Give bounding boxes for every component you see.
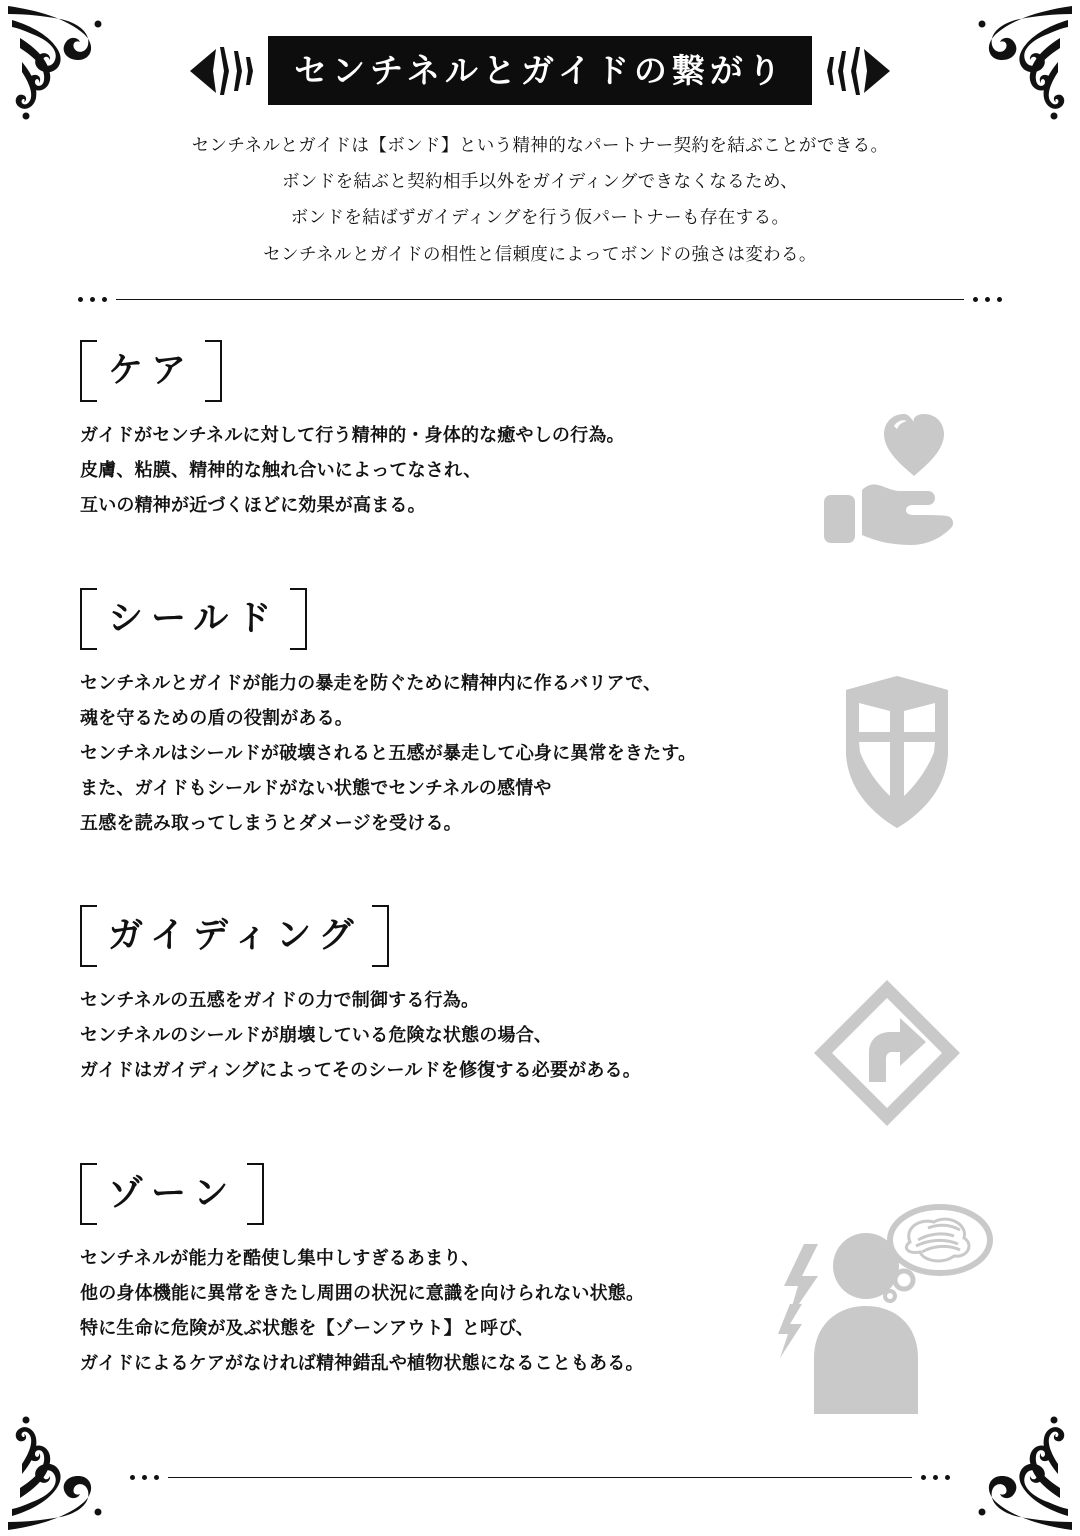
body-line: センチネルが能力を酷使し集中しすぎるあまり、 xyxy=(80,1248,480,1269)
body-line: センチネルの五感をガイドの力で制御する行為。 xyxy=(80,990,480,1011)
body-line: ガイドはガイディングによってそのシールドを修復する必要がある。 xyxy=(80,1060,641,1082)
body-line: センチネルのシールドが崩壊している危険な状態の場合、 xyxy=(80,1025,553,1047)
intro-line: センチネルとガイドの相性と信頼度によってボンドの強さは変わる。 xyxy=(263,244,817,265)
confused-person-icon xyxy=(778,1200,993,1420)
corner-ornament-bottom-right xyxy=(924,1402,1074,1532)
title-flourish-right-icon xyxy=(818,43,892,99)
body-line: 特に生命に危険が及ぶ状態を【ゾーンアウト】と呼び、 xyxy=(80,1318,534,1340)
page-title-banner xyxy=(0,36,1080,105)
corner-ornament-bottom-left xyxy=(6,1402,156,1532)
bracket-right xyxy=(205,340,222,402)
divider-top xyxy=(78,297,1002,302)
bracket-right xyxy=(247,1163,264,1225)
divider-bottom xyxy=(130,1475,950,1480)
bracket-right xyxy=(290,588,307,650)
turn-right-sign-icon xyxy=(812,978,962,1128)
section-heading-label: ゾーン xyxy=(108,1173,237,1214)
bracket-right xyxy=(372,905,389,967)
intro-line: ボンドを結ぶと契約相手以外をガイディングできなくなるため、 xyxy=(281,172,799,193)
section-heading-label: シールド xyxy=(108,598,280,639)
bracket-left xyxy=(80,588,97,650)
body-line: センチネルとガイドが能力の暴走を防ぐために精神内に作るバリアで、 xyxy=(80,673,662,694)
section-heading-zone xyxy=(80,1163,264,1225)
divider-line xyxy=(168,1477,912,1479)
body-line: ガイドによるケアがなければ精神錯乱や植物状態になることもある。 xyxy=(80,1353,644,1375)
divider-dots-left xyxy=(130,1475,159,1480)
bracket-left xyxy=(80,1163,97,1225)
section-heading-label: ケア xyxy=(108,350,195,391)
body-line: 五感を読み取ってしまうとダメージを受ける。 xyxy=(80,813,462,835)
intro-line: ボンドを結ばずガイディングを行う仮パートナーも存在する。 xyxy=(290,208,790,229)
section-heading-guiding xyxy=(80,905,389,967)
bracket-left xyxy=(80,340,97,402)
hand-holding-heart-icon xyxy=(818,408,958,553)
body-line: また、ガイドもシールドがない状態でセンチネルの感情や xyxy=(80,778,552,800)
body-line: 互いの精神が近づくほどに効果が高まる。 xyxy=(80,495,426,517)
body-line: 魂を守るための盾の役割がある。 xyxy=(80,708,353,730)
shield-icon xyxy=(838,672,956,832)
body-line: センチネルはシールドが破壊されると五感が暴走して心身に異常をきたす。 xyxy=(80,743,697,765)
body-line: 他の身体機能に異常をきたし周囲の状況に意識を向けられない状態。 xyxy=(80,1283,645,1305)
divider-dots-right xyxy=(921,1475,950,1480)
divider-dots-right xyxy=(973,297,1002,302)
bracket-left xyxy=(80,905,97,967)
section-heading-care xyxy=(80,340,222,402)
divider-line xyxy=(116,299,964,301)
section-heading-label: ガイディング xyxy=(108,915,362,956)
title-flourish-left-icon xyxy=(188,43,262,99)
divider-dots-left xyxy=(78,297,107,302)
page-title: センチネルとガイドの繋がり xyxy=(268,36,812,105)
body-line: ガイドがセンチネルに対して行う精神的・身体的な癒やしの行為。 xyxy=(80,425,625,446)
intro-paragraph xyxy=(0,128,1080,273)
section-heading-shield xyxy=(80,588,307,650)
intro-line: センチネルとガイドは【ボンド】という精神的なパートナー契約を結ぶことができる。 xyxy=(191,136,889,156)
body-line: 皮膚、粘膜、精神的な触れ合いによってなされ、 xyxy=(80,460,482,482)
